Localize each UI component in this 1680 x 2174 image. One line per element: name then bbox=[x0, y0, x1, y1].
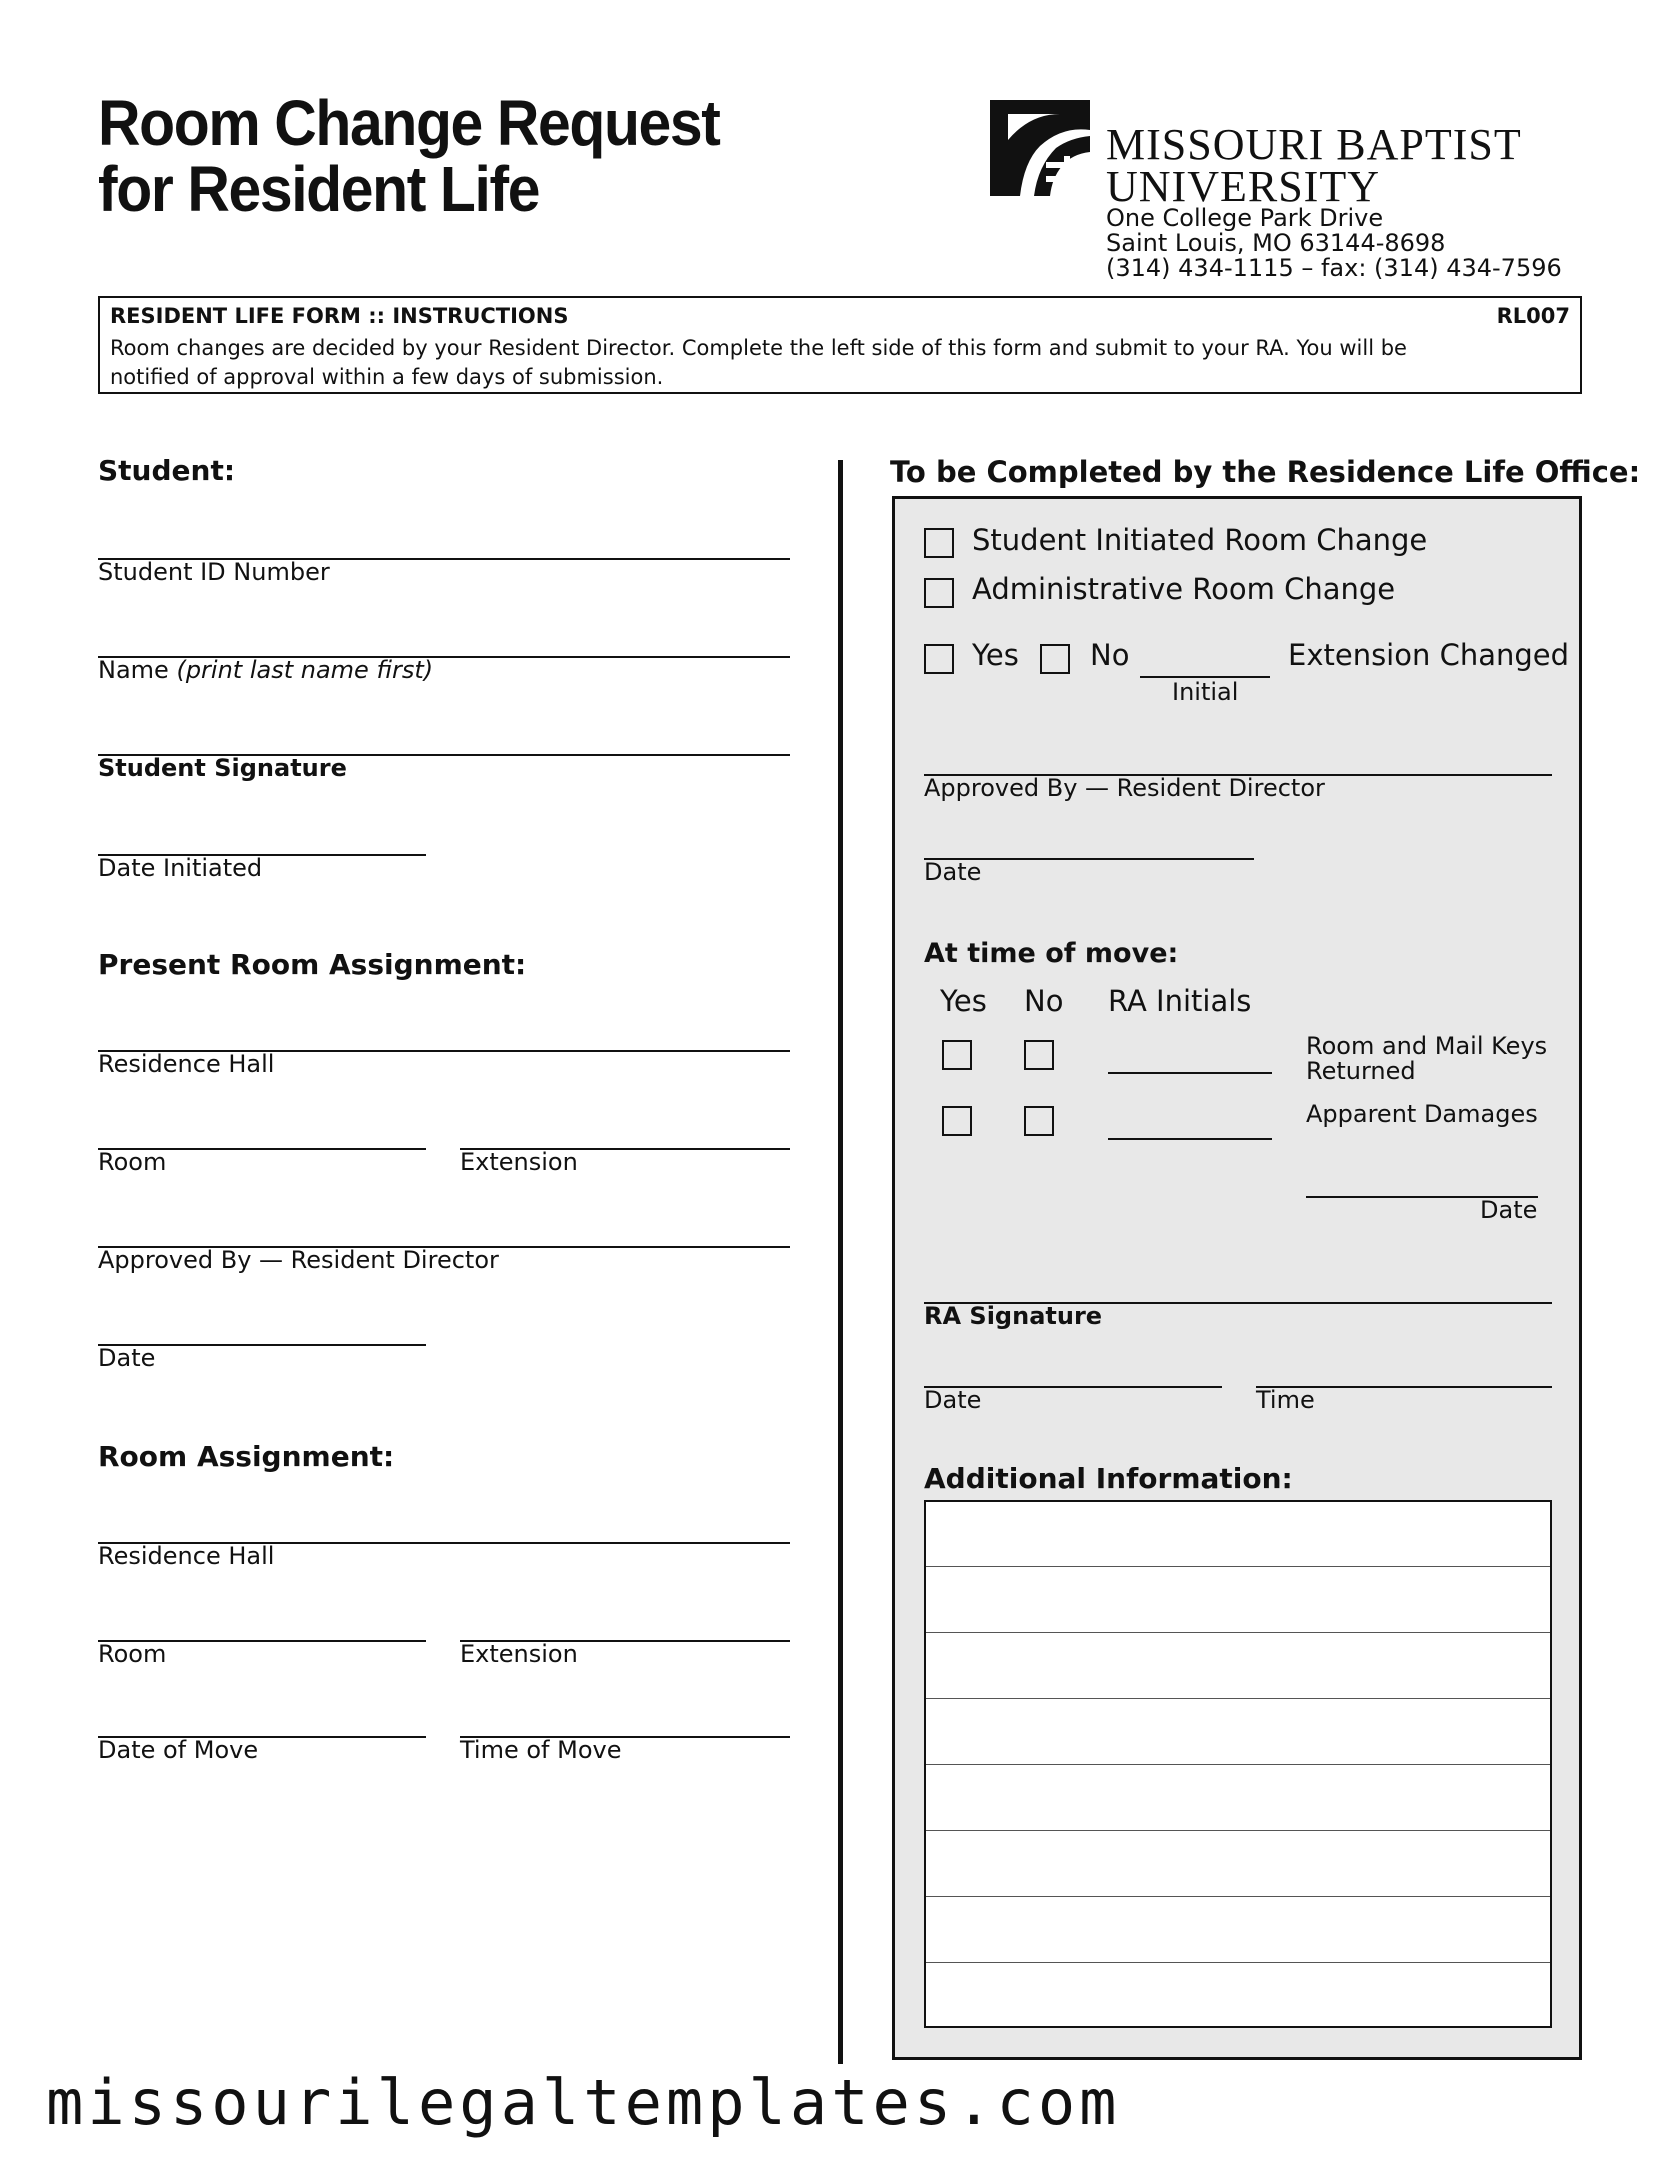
name-label bbox=[98, 656, 433, 684]
present-room-heading: Present Room Assignment: bbox=[98, 948, 527, 981]
address-city: Saint Louis, MO 63144-8698 bbox=[1106, 229, 1446, 257]
keys-yes-checkbox[interactable] bbox=[942, 1040, 972, 1070]
student-id-label: Student ID Number bbox=[98, 558, 330, 586]
damages-date-label: Date bbox=[1480, 1196, 1538, 1224]
ra-time-label: Time bbox=[1256, 1386, 1315, 1414]
student-initiated-checkbox[interactable] bbox=[924, 528, 954, 558]
new-extension-label: Extension bbox=[460, 1640, 578, 1668]
university-name-line-1: MISSOURI BAPTIST bbox=[1106, 120, 1522, 169]
address-street: One College Park Drive bbox=[1106, 204, 1384, 232]
new-residence-hall-label: Residence Hall bbox=[98, 1542, 275, 1570]
additional-info-heading: Additional Information: bbox=[924, 1462, 1293, 1495]
extension-initial-label: Initial bbox=[1172, 678, 1239, 706]
office-date-label: Date bbox=[924, 858, 982, 886]
university-name bbox=[1106, 120, 1522, 211]
extension-yes-checkbox[interactable] bbox=[924, 644, 954, 674]
name-label-text: Name bbox=[98, 656, 169, 684]
instructions-box bbox=[98, 296, 1582, 394]
additional-info-row bbox=[926, 1896, 1550, 1897]
instructions-text: Room changes are decided by your Resident Director. Complete the left side of this form and submit to your RA. You will be notified of approval within a few days of submission. bbox=[110, 336, 1407, 389]
keys-no-checkbox[interactable] bbox=[1024, 1040, 1054, 1070]
present-room-label: Room bbox=[98, 1148, 167, 1176]
keys-returned-label bbox=[1306, 1034, 1547, 1084]
ra-signature-label: RA Signature bbox=[924, 1302, 1103, 1330]
name-hint: (print last name first) bbox=[176, 656, 434, 684]
extension-yes-label: Yes bbox=[972, 638, 1019, 672]
move-heading: At time of move: bbox=[924, 938, 1179, 969]
student-heading: Student: bbox=[98, 454, 236, 487]
student-signature-label: Student Signature bbox=[98, 754, 347, 782]
university-address bbox=[1106, 206, 1562, 281]
title-line-2: for Resident Life bbox=[98, 153, 540, 225]
new-room-label: Room bbox=[98, 1640, 167, 1668]
apparent-damages-label: Apparent Damages bbox=[1306, 1100, 1538, 1128]
keys-returned-line-2: Returned bbox=[1306, 1057, 1416, 1085]
present-date-label: Date bbox=[98, 1344, 156, 1372]
extension-no-checkbox[interactable] bbox=[1040, 644, 1070, 674]
address-phone: (314) 434-1115 – fax: (314) 434-7596 bbox=[1106, 254, 1562, 282]
university-name-line-2: UNIVERSITY bbox=[1106, 162, 1380, 211]
title-line-1: Room Change Request bbox=[98, 87, 720, 159]
damages-no-checkbox[interactable] bbox=[1024, 1106, 1054, 1136]
instructions-heading: RESIDENT LIFE FORM :: INSTRUCTIONS bbox=[110, 304, 569, 328]
form-code: RL007 bbox=[1496, 304, 1570, 328]
keys-ra-initials-field[interactable] bbox=[1108, 1072, 1272, 1074]
additional-info-row bbox=[926, 1566, 1550, 1567]
present-extension-label: Extension bbox=[460, 1148, 578, 1176]
university-logo-icon bbox=[990, 100, 1090, 196]
present-residence-hall-label: Residence Hall bbox=[98, 1050, 275, 1078]
column-divider bbox=[838, 460, 843, 2064]
damages-ra-initials-field[interactable] bbox=[1108, 1138, 1272, 1140]
move-col-yes: Yes bbox=[940, 984, 987, 1018]
administrative-checkbox[interactable] bbox=[924, 578, 954, 608]
administrative-label: Administrative Room Change bbox=[972, 572, 1396, 606]
extension-no-label: No bbox=[1090, 638, 1130, 672]
office-heading: To be Completed by the Residence Life Office: bbox=[890, 455, 1641, 489]
extension-changed-label: Extension Changed bbox=[1288, 638, 1570, 672]
additional-info-row bbox=[926, 1764, 1550, 1765]
damages-yes-checkbox[interactable] bbox=[942, 1106, 972, 1136]
form-title bbox=[98, 87, 720, 225]
additional-info-row bbox=[926, 1962, 1550, 1963]
additional-info-row bbox=[926, 1632, 1550, 1633]
additional-info-row bbox=[926, 1698, 1550, 1699]
move-col-no: No bbox=[1024, 984, 1064, 1018]
additional-info-box[interactable] bbox=[924, 1500, 1552, 2028]
student-initiated-label: Student Initiated Room Change bbox=[972, 523, 1428, 557]
office-approved-by-label: Approved By — Resident Director bbox=[924, 774, 1325, 802]
ra-date-label: Date bbox=[924, 1386, 982, 1414]
room-assignment-heading: Room Assignment: bbox=[98, 1440, 395, 1473]
date-of-move-label: Date of Move bbox=[98, 1736, 259, 1764]
keys-returned-line-1: Room and Mail Keys bbox=[1306, 1032, 1548, 1060]
watermark-text: missourilegaltemplates.com bbox=[46, 2066, 1121, 2139]
time-of-move-label: Time of Move bbox=[460, 1736, 622, 1764]
date-initiated-label: Date Initiated bbox=[98, 854, 263, 882]
move-col-ra-initials: RA Initials bbox=[1108, 984, 1252, 1018]
present-approved-by-label: Approved By — Resident Director bbox=[98, 1246, 499, 1274]
additional-info-row bbox=[926, 1830, 1550, 1831]
